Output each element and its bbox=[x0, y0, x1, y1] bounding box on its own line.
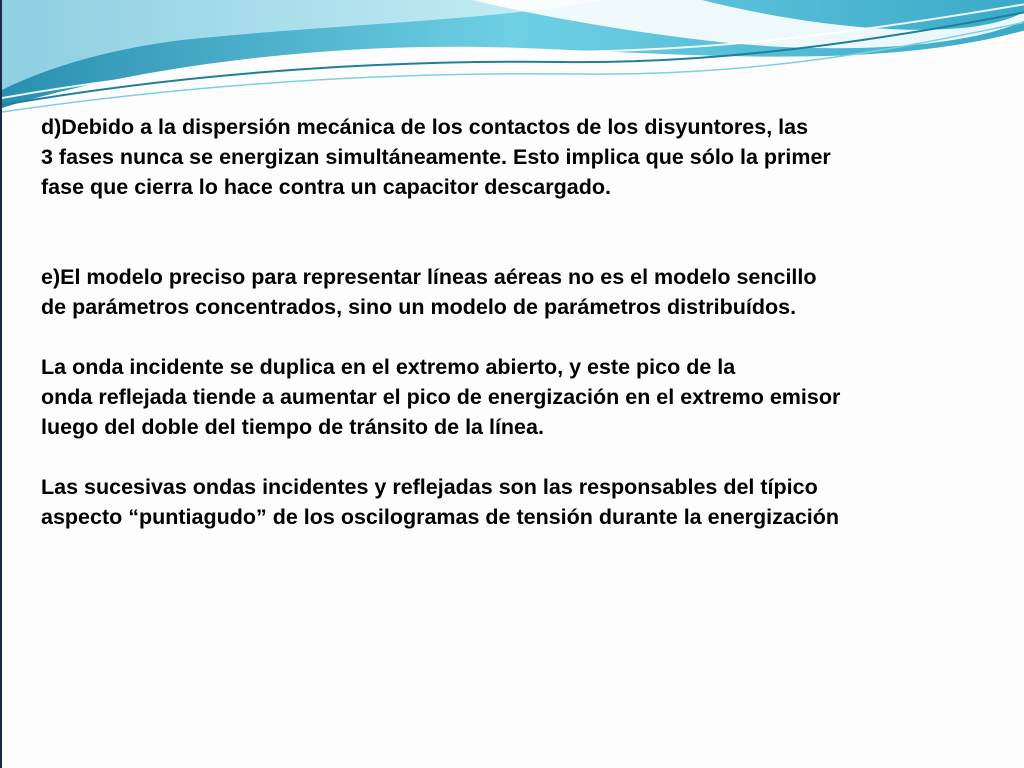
paragraph-line: Las sucesivas ondas incidentes y reflejadas son las responsables del típico bbox=[41, 475, 818, 499]
paragraph-line: 3 fases nunca se energizan simultáneamente. Esto implica que sólo la primer bbox=[41, 145, 831, 169]
paragraph-line: e)El modelo preciso para representar líneas aéreas no es el modelo sencillo bbox=[41, 265, 817, 289]
paragraph-successive-waves bbox=[41, 472, 1011, 532]
slide-body bbox=[41, 112, 1011, 532]
paragraph-e bbox=[41, 262, 1011, 322]
spacer bbox=[41, 442, 1011, 472]
paragraph-line: fase que cierra lo hace contra un capacitor descargado. bbox=[41, 175, 611, 199]
paragraph-incident-wave bbox=[41, 352, 1011, 442]
spacer bbox=[41, 202, 1011, 262]
paragraph-line: aspecto “puntiagudo” de los oscilogramas de tensión durante la energización bbox=[41, 505, 840, 529]
paragraph-line: onda reflejada tiende a aumentar el pico de energización en el extremo emisor bbox=[41, 385, 841, 409]
paragraph-line: La onda incidente se duplica en el extremo abierto, y este pico de la bbox=[41, 355, 736, 379]
paragraph-line: de parámetros concentrados, sino un modelo de parámetros distribuídos. bbox=[41, 295, 797, 319]
spacer bbox=[41, 322, 1011, 352]
paragraph-line: luego del doble del tiempo de tránsito de la línea. bbox=[41, 415, 544, 439]
header-wave-decoration bbox=[2, 0, 1024, 120]
paragraph-d bbox=[41, 112, 1011, 202]
paragraph-line: d)Debido a la dispersión mecánica de los contactos de los disyuntores, las bbox=[41, 115, 809, 139]
